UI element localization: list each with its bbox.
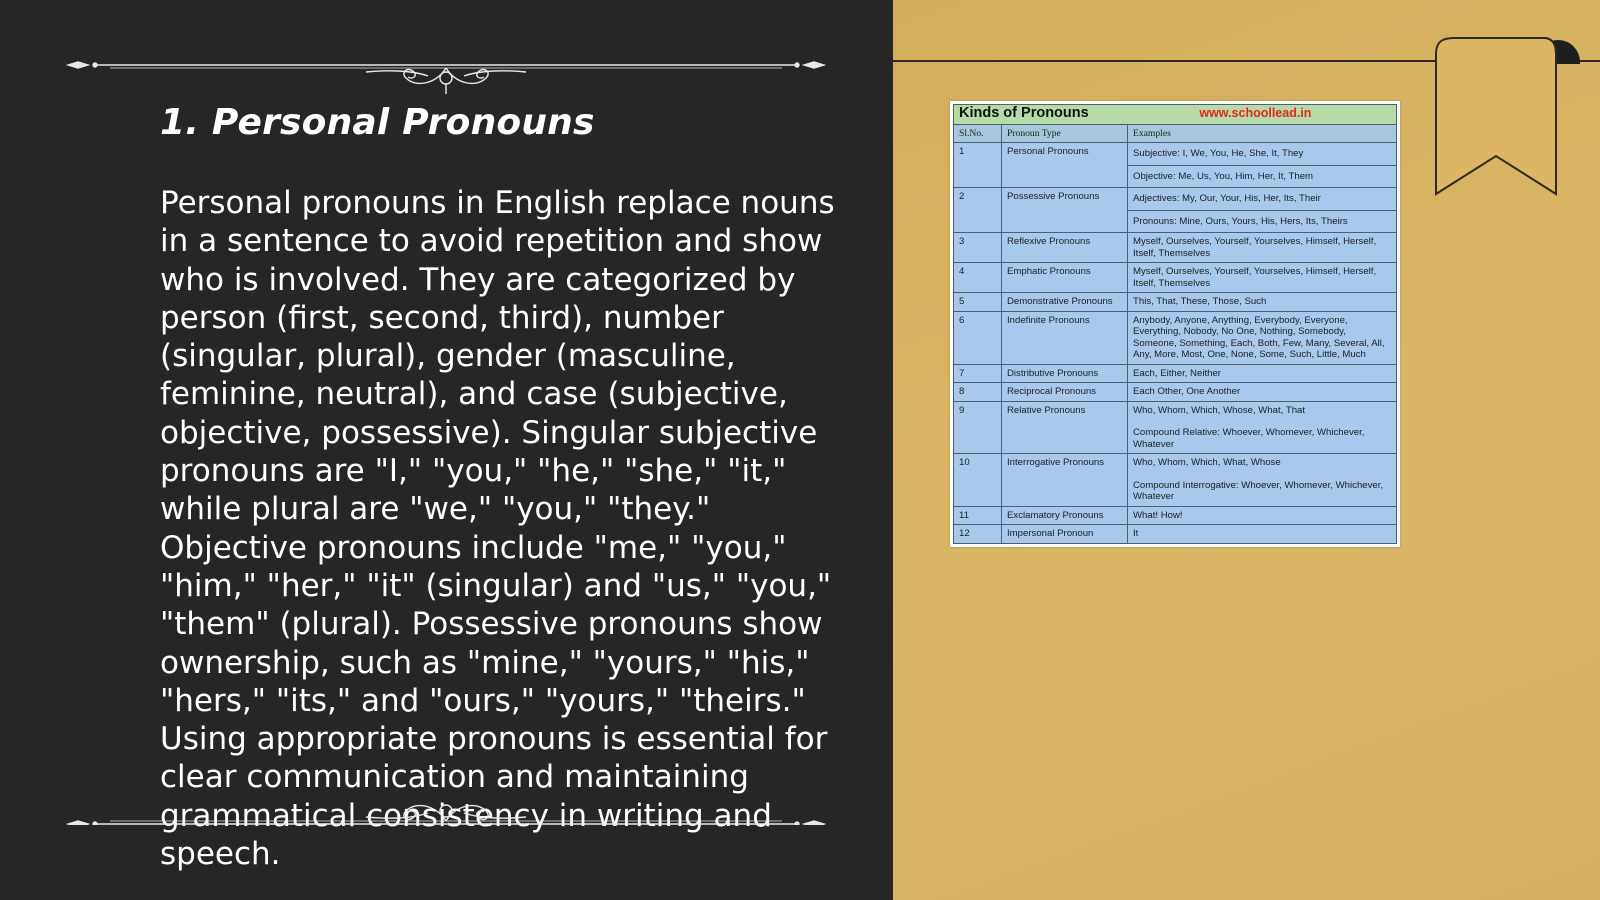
- example-text: Myself, Ourselves, Yourself, Yourselves, Himself, Herself, Itself, Themselves: [1133, 236, 1377, 259]
- cell-sl-no: 3: [954, 233, 1002, 263]
- example-text: Adjectives: My, Our, Your, His, Her, Its, Their: [1133, 193, 1321, 204]
- bottom-flourish-divider-icon: [66, 785, 826, 825]
- table-row: [954, 263, 1397, 293]
- table-body: [954, 143, 1397, 544]
- cell-examples: [1128, 525, 1397, 544]
- table-row: [954, 454, 1397, 507]
- cell-examples: [1128, 311, 1397, 364]
- cell-sl-no: 9: [954, 401, 1002, 454]
- example-text: It: [1133, 528, 1139, 539]
- table-row: [954, 311, 1397, 364]
- table-row: [954, 506, 1397, 525]
- header-pronoun-type: Pronoun Type: [1002, 124, 1128, 143]
- table-row: [954, 293, 1397, 312]
- cell-sl-no: 1: [954, 143, 1002, 188]
- table-row: [954, 233, 1397, 263]
- table-row: [954, 364, 1397, 383]
- table-row: [954, 143, 1397, 188]
- table-row: [954, 383, 1397, 402]
- example-text: Who, Whom, Which, What, Whose: [1133, 457, 1281, 468]
- cell-examples: [1128, 401, 1397, 454]
- cell-pronoun-type: Indefinite Pronouns: [1002, 311, 1128, 364]
- example-text: This, That, These, Those, Such: [1133, 296, 1267, 307]
- example-text: Subjective: I, We, You, He, She, It, They: [1133, 148, 1304, 159]
- table-row: [954, 525, 1397, 544]
- table-site-link: www.schoollead.in: [1199, 106, 1312, 120]
- cell-examples: [1128, 263, 1397, 293]
- slide-body-text: Personal pronouns in English replace nouns in a sentence to avoid repetition and show who is involved. They are categorized by person (first, second, third), number (singular, plural), gender (masculine, feminine, neutral), and case (subjective, objective, possessive). Singular subjective pronouns are "I," "you," "he," "she," "it," while plural are "we," "you," "they." Objective pronouns include "me," "you," "him," "her," "it" (singular) and "us," "you," "them" (plural). Possessive pronouns show ownership, such as "mine," "yours," "his," "hers," "its," and "ours," "yours," "theirs." Using appropriate pronouns is essential for clear communication and maintaining grammatical consistency in writing and speech.: [160, 185, 835, 873]
- cell-sl-no: 10: [954, 454, 1002, 507]
- cell-examples: [1128, 364, 1397, 383]
- cell-examples: [1128, 506, 1397, 525]
- example-text: Compound Relative: Whoever, Whomever, Whichever, Whatever: [1133, 427, 1365, 450]
- table-header-row: [954, 124, 1397, 143]
- pronoun-table: [953, 104, 1397, 544]
- cell-examples: [1128, 383, 1397, 402]
- cell-examples: [1128, 233, 1397, 263]
- cell-pronoun-type: Exclamatory Pronouns: [1002, 506, 1128, 525]
- cell-pronoun-type: Demonstrative Pronouns: [1002, 293, 1128, 312]
- cell-sl-no: 11: [954, 506, 1002, 525]
- table-row: [954, 401, 1397, 454]
- cell-pronoun-type: Distributive Pronouns: [1002, 364, 1128, 383]
- cell-sl-no: 6: [954, 311, 1002, 364]
- cell-pronoun-type: Emphatic Pronouns: [1002, 263, 1128, 293]
- example-text: Who, Whom, Which, Whose, What, That: [1133, 404, 1306, 416]
- cell-pronoun-type: Impersonal Pronoun: [1002, 525, 1128, 544]
- example-text: Myself, Ourselves, Yourself, Yourselves, Himself, Herself, Itself, Themselves: [1133, 266, 1377, 289]
- header-sl-no: Sl.No.: [954, 124, 1002, 143]
- header-examples: Examples: [1128, 124, 1397, 143]
- example-text: Anybody, Anyone, Anything, Everybody, Everyone, Everything, Nobody, No One, Nothing, Somebody, Someone, Something, Each, Both, Few, Many, Several, All, Any, More, Most, One, None, Some, Such, Little, Much: [1133, 314, 1385, 360]
- table-title: Kinds of Pronouns: [959, 105, 1089, 121]
- cell-examples: [1128, 454, 1397, 507]
- example-text: Each Other, One Another: [1133, 386, 1241, 397]
- table-caption-row: [954, 105, 1397, 125]
- example-text: Pronouns: Mine, Ours, Yours, His, Hers, Its, Theirs: [1128, 210, 1396, 233]
- top-flourish-divider-icon: [66, 54, 826, 94]
- cell-pronoun-type: Possessive Pronouns: [1002, 188, 1128, 233]
- pronoun-table-image: [950, 101, 1400, 547]
- example-text: Compound Interrogative: Whoever, Whomever, Whichever, Whatever: [1133, 479, 1384, 502]
- example-text: Objective: Me, Us, You, Him, Her, It, Them: [1128, 165, 1396, 188]
- ribbon-bookmark-icon: [1432, 34, 1582, 204]
- cell-examples: [1128, 293, 1397, 312]
- cell-examples: [1128, 143, 1397, 188]
- cell-sl-no: 5: [954, 293, 1002, 312]
- table-row: [954, 188, 1397, 233]
- cell-sl-no: 4: [954, 263, 1002, 293]
- cell-pronoun-type: Personal Pronouns: [1002, 143, 1128, 188]
- cell-sl-no: 8: [954, 383, 1002, 402]
- cell-examples: [1128, 188, 1397, 233]
- cell-sl-no: 7: [954, 364, 1002, 383]
- cell-pronoun-type: Interrogative Pronouns: [1002, 454, 1128, 507]
- example-text: Each, Either, Neither: [1133, 367, 1221, 379]
- cell-pronoun-type: Reflexive Pronouns: [1002, 233, 1128, 263]
- example-text: What! How!: [1133, 509, 1183, 521]
- cell-sl-no: 2: [954, 188, 1002, 233]
- cell-pronoun-type: Reciprocal Pronouns: [1002, 383, 1128, 402]
- cell-pronoun-type: Relative Pronouns: [1002, 401, 1128, 454]
- slide-title: 1. Personal Pronouns: [160, 102, 595, 143]
- cell-sl-no: 12: [954, 525, 1002, 544]
